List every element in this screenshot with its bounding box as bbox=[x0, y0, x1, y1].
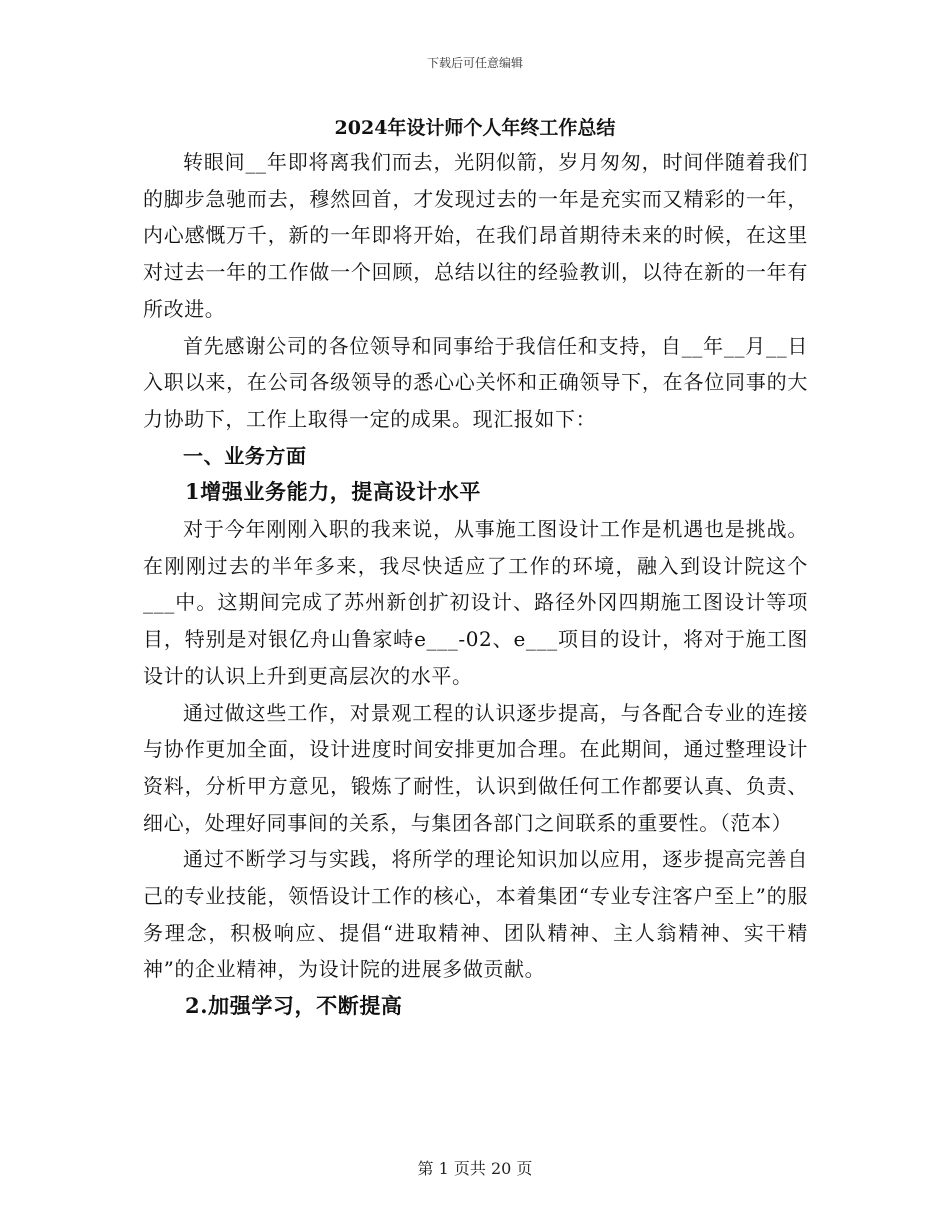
page-number-footer: 第 1 页共 20 页 bbox=[417, 1159, 533, 1178]
section-heading-business: 一、业务方面 bbox=[183, 443, 307, 468]
paragraph-intro: 转眼间__年即将离我们而去，光阴似箭，岁月匆匆，时间伴随着我们的脚步急驰而去，穆然回首，才发现过去的一年是充实而又精彩的一年，内心感慨万千，新的一年即将开始，在我们昂首期待未来的时候，在这里对过去一年的工作做一个回顾，总结以往的经验教训，以待在新的一年有所改进。 bbox=[143, 150, 808, 321]
subheading-ability: 1增强业务能力，提高设计水平 bbox=[185, 479, 482, 505]
paragraph-learning: 通过不断学习与实践，将所学的理论知识加以应用，逐步提高完善自己的专业技能，领悟设计工作的核心，本着集团“专业专注客户至上”的服务理念，积极响应、提倡“进取精神、团队精神、主人翁精神、实干精神”的企业精神，为设计院的进展多做贡献。 bbox=[143, 847, 808, 982]
subheading-study: 2.加强学习，不断提高 bbox=[185, 993, 403, 1019]
paragraph-projects: 对于今年刚刚入职的我来说，从事施工图设计工作是机遇也是挑战。在刚刚过去的半年多来，我尽快适应了工作的环境，融入到设计院这个___中。这期间完成了苏州新创扩初设计、路径外冈四期施工图设计等项目，特别是对银亿舟山鲁家峙e___-02、e___项目的设计，将对于施工图设计的认识上升到更高层次的水平。 bbox=[143, 517, 808, 688]
paragraph-understanding: 通过做这些工作，对景观工程的认识逐步提高，与各配合专业的连接与协作更加全面，设计进度时间安排更加合理。在此期间，通过整理设计资料，分析甲方意见，锻炼了耐性，认识到做任何工作都要认真、负责、细心，处理好同事间的关系，与集团各部门之间联系的重要性。（范本） bbox=[143, 700, 808, 835]
document-body bbox=[143, 144, 808, 1025]
page-header-note: 下载后可任意编辑 bbox=[426, 56, 523, 70]
document-title: 2024年设计师个人年终工作总结 bbox=[334, 117, 616, 139]
paragraph-thanks: 首先感谢公司的各位领导和同事给于我信任和支持，自__年__月__日入职以来，在公司各级领导的悉心心关怀和正确领导下，在各位同事的大力协助下，工作上取得一定的成果。现汇报如下： bbox=[143, 333, 808, 431]
